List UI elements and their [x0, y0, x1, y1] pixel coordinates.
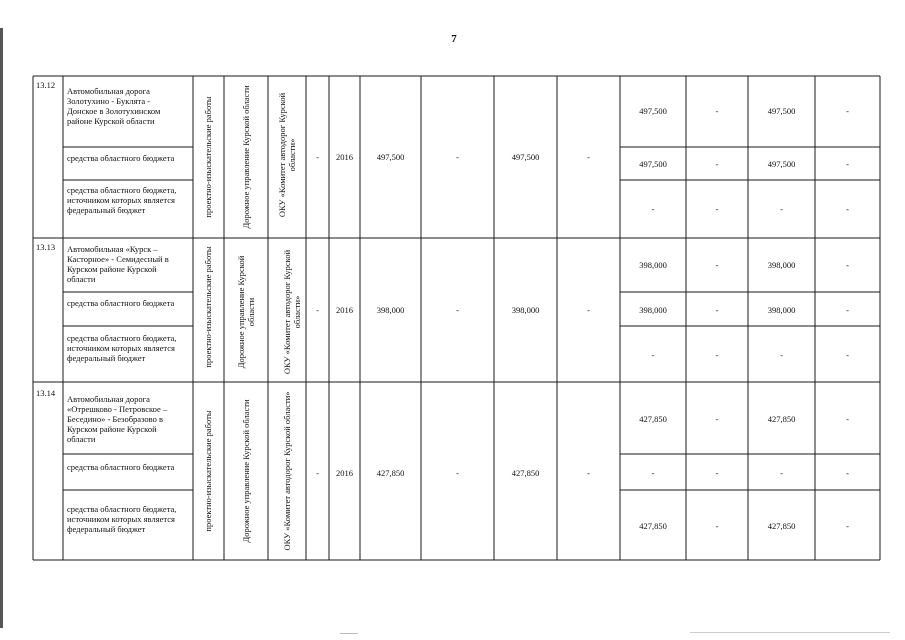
value-cell: -: [715, 414, 719, 424]
value-cell: -: [846, 468, 849, 478]
year-value: 2016: [336, 152, 353, 162]
value-cell: -: [715, 159, 719, 169]
col-c-value: -: [587, 305, 590, 315]
col-c-value: -: [587, 468, 590, 478]
total-value: 398,000: [376, 305, 405, 315]
value-cell: 398,000: [767, 260, 796, 270]
value-cell: 497,500: [767, 106, 796, 116]
col-b-value: 398,000: [511, 305, 540, 315]
value-cell: 427,850: [767, 521, 796, 531]
col-c-value: -: [587, 152, 590, 162]
customer-vertical: Дорожное управление Курской области: [241, 399, 251, 543]
row-description: Автомобильная дорога Золотухино - Буклята - Донское в Золотухинском районе Курской области: [67, 86, 161, 126]
value-cell: 427,850: [767, 414, 796, 424]
row-number: 13.12: [36, 80, 56, 90]
value-cell: 398,000: [639, 305, 667, 315]
value-cell: -: [780, 204, 783, 214]
year-value: 2016: [336, 305, 353, 315]
dash-value: -: [316, 305, 319, 315]
dash-value: -: [316, 468, 319, 478]
total-value: 427,850: [376, 468, 405, 478]
value-cell: -: [715, 260, 719, 270]
row-subline: средства областного бюджета: [67, 298, 175, 308]
value-cell: -: [846, 204, 849, 214]
value-cell: 398,000: [639, 260, 667, 270]
col-a-value: -: [456, 468, 459, 478]
value-cell: -: [846, 305, 849, 315]
value-cell: -: [780, 350, 783, 360]
value-cell: -: [715, 350, 719, 360]
value-cell: -: [780, 468, 783, 478]
value-cell: -: [846, 414, 849, 424]
customer-vertical: Дорожное управление Курской области: [241, 85, 251, 229]
value-cell: 398,000: [767, 305, 796, 315]
col-b-value: 427,850: [511, 468, 540, 478]
col-b-value: 497,500: [511, 152, 540, 162]
value-cell: 497,500: [639, 159, 667, 169]
value-cell: 427,850: [639, 521, 667, 531]
row-number: 13.13: [36, 242, 56, 252]
value-cell: 497,500: [767, 159, 796, 169]
value-cell: -: [715, 521, 719, 531]
value-cell: -: [846, 350, 849, 360]
value-cell: -: [846, 159, 849, 169]
total-value: 497,500: [376, 152, 405, 162]
executor-vertical: ОКУ «Комитет автодорог Курской области»: [277, 92, 297, 218]
executor-vertical: ОКУ «Комитет автодорог Курской области»: [282, 391, 292, 551]
value-cell: -: [715, 106, 719, 116]
col-a-value: -: [456, 152, 459, 162]
scan-artifact: [690, 632, 890, 633]
row-description: Автомобильная «Курск – Касторное» - Семидесный в Курском районе Курской области: [67, 244, 169, 284]
row-subline: средства областного бюджета, источником которых является федеральный бюджет: [67, 185, 177, 215]
value-cell: -: [715, 468, 719, 478]
scan-artifact: [340, 633, 358, 634]
page-number: 7: [451, 33, 457, 45]
row-number: 13.14: [36, 388, 56, 398]
value-cell: -: [846, 106, 849, 116]
value-cell: 427,850: [639, 414, 667, 424]
executor-vertical: ОКУ «Комитет автодорог Курской области»: [282, 249, 302, 375]
dash-value: -: [316, 152, 319, 162]
col-a-value: -: [456, 305, 459, 315]
value-cell: -: [651, 350, 655, 360]
row-subline: средства областного бюджета, источником которых является федеральный бюджет: [67, 504, 177, 534]
row-subline: средства областного бюджета: [67, 153, 175, 163]
work-type-vertical: проектно-изыскательские работы: [203, 246, 213, 368]
year-value: 2016: [336, 468, 353, 478]
work-type-vertical: проектно-изыскательские работы: [203, 410, 213, 532]
row-subline: средства областного бюджета, источником которых является федеральный бюджет: [67, 333, 177, 363]
scan-edge-bar: [0, 28, 3, 628]
value-cell: -: [846, 260, 849, 270]
value-cell: -: [715, 204, 719, 214]
value-cell: -: [715, 305, 719, 315]
value-cell: 497,500: [639, 106, 667, 116]
row-subline: средства областного бюджета: [67, 462, 175, 472]
value-cell: -: [846, 521, 849, 531]
value-cell: -: [651, 204, 655, 214]
work-type-vertical: проектно-изыскательские работы: [203, 96, 213, 218]
row-description: Автомобильная дорога «Отрешково - Петровское – Беседино» - Безобразово в Курском районе Курской области: [67, 394, 168, 444]
customer-vertical: Дорожное управление Курской области: [236, 255, 256, 369]
value-cell: -: [651, 468, 655, 478]
